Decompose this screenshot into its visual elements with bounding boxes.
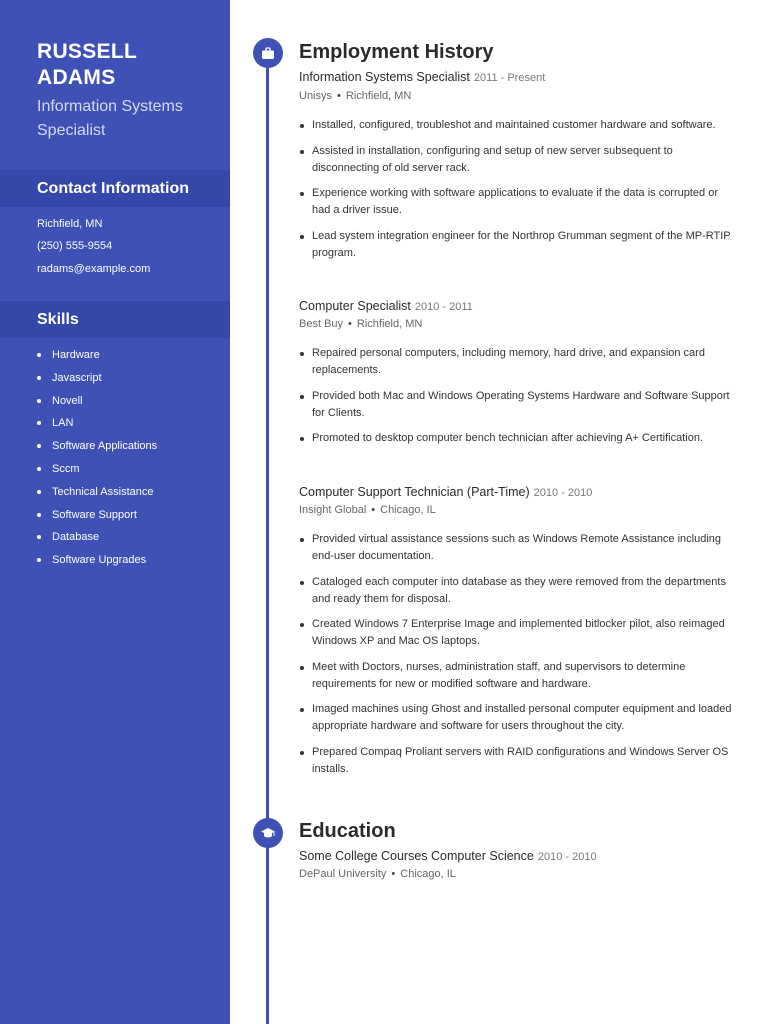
skill-item: Software Support <box>52 505 157 528</box>
skill-item: LAN <box>52 413 157 436</box>
job-org <box>299 318 422 330</box>
skill-item: Database <box>52 527 157 550</box>
bullet-item: Prepared Compaq Proliant servers with RAID configurations and Windows Server OS installs. <box>299 744 739 778</box>
job-heading <box>299 485 592 499</box>
company-name: Best Buy <box>299 318 344 330</box>
skill-item: Sccm <box>52 459 157 482</box>
job-org <box>299 504 436 516</box>
skills-heading: Skills <box>0 301 230 338</box>
school-location: Chicago, IL <box>400 868 456 880</box>
job-heading <box>299 70 545 84</box>
job-location: Richfield, MN <box>356 318 423 330</box>
graduation-cap-icon <box>253 818 283 848</box>
job-dates: 2010 - 2010 <box>533 487 593 499</box>
contact-heading: Contact Information <box>0 170 230 207</box>
separator-dot: • <box>337 90 341 102</box>
skill-item: Software Applications <box>52 436 157 459</box>
education-degree-line <box>299 849 597 863</box>
separator-dot: • <box>371 504 376 516</box>
job-bullets <box>299 117 739 270</box>
sidebar <box>0 0 230 1024</box>
bullet-item: Installed, configured, troubleshot and maintained customer hardware and software. <box>299 117 739 134</box>
bullet-item: Meet with Doctors, nurses, administration staff, and supervisors to determine requirements for new or modified software and hardware. <box>299 659 739 693</box>
skill-item: Novell <box>52 391 157 414</box>
job-title-text: Computer Support Technician (Part-Time) <box>299 485 530 499</box>
skills-list <box>52 345 157 573</box>
candidate-name <box>37 39 137 91</box>
bullet-item: Repaired personal computers, including memory, hard drive, and expansion card replacements. <box>299 345 739 379</box>
contact-location: Richfield, MN <box>37 218 103 230</box>
job-title-text: Information Systems Specialist <box>299 70 470 84</box>
skill-item: Hardware <box>52 345 157 368</box>
skill-item: Technical Assistance <box>52 482 157 505</box>
job-dates: 2011 - Present <box>473 72 546 84</box>
company-name: Insight Global <box>299 504 367 516</box>
job-location: Chicago, IL <box>380 504 436 516</box>
job-title: Information Systems Specialist <box>37 98 183 139</box>
separator-dot: • <box>348 318 352 330</box>
education-org <box>299 868 456 880</box>
school-name: DePaul University <box>299 868 387 880</box>
company-name: Unisys <box>299 90 333 102</box>
job-bullets <box>299 345 739 456</box>
bullet-item: Imaged machines using Ghost and installed personal computer equipment and loaded appropriate hardware and software for users throughout the city. <box>299 701 739 735</box>
education-dates: 2010 - 2010 <box>537 851 597 863</box>
bullet-item: Provided virtual assistance sessions such as Windows Remote Assistance including end-user documentation. <box>299 531 739 565</box>
briefcase-icon <box>253 38 283 68</box>
job-title-text: Computer Specialist <box>299 299 411 313</box>
job-location: Richfield, MN <box>345 90 412 102</box>
last-name: ADAMS <box>37 66 116 89</box>
bullet-item: Experience working with software applications to evaluate if the data is corrupted or had a driver issue. <box>299 185 739 219</box>
skill-item: Javascript <box>52 368 157 391</box>
first-name: RUSSELL <box>37 40 138 63</box>
bullet-item: Lead system integration engineer for the Northrop Grumman segment of the MP-RTIP program. <box>299 228 739 262</box>
bullet-item: Cataloged each computer into database as they were removed from the departments and ready them for disposal. <box>299 574 739 608</box>
job-org <box>299 90 411 102</box>
bullet-item: Promoted to desktop computer bench technician after achieving A+ Certification. <box>299 430 739 447</box>
job-bullets <box>299 531 739 786</box>
education-heading: Education <box>299 820 396 842</box>
contact-phone: (250) 555-9554 <box>37 240 113 252</box>
job-heading <box>299 299 473 313</box>
timeline-line <box>266 52 269 1024</box>
job-dates: 2010 - 2011 <box>414 301 473 313</box>
bullet-item: Provided both Mac and Windows Operating Systems Hardware and Software Support for Clients. <box>299 388 739 422</box>
bullet-item: Assisted in installation, configuring and setup of new server subsequent to disconnecting of old server rack. <box>299 143 739 177</box>
bullet-item: Created Windows 7 Enterprise Image and implemented bitlocker pilot, also reimaged Windows XP and Mac OS laptops. <box>299 616 739 650</box>
employment-heading: Employment History <box>299 41 494 63</box>
contact-email[interactable]: radams@example.com <box>37 263 151 275</box>
separator-dot: • <box>391 868 396 880</box>
degree-text: Some College Courses Computer Science <box>299 849 534 863</box>
skill-item: Software Upgrades <box>52 550 157 573</box>
